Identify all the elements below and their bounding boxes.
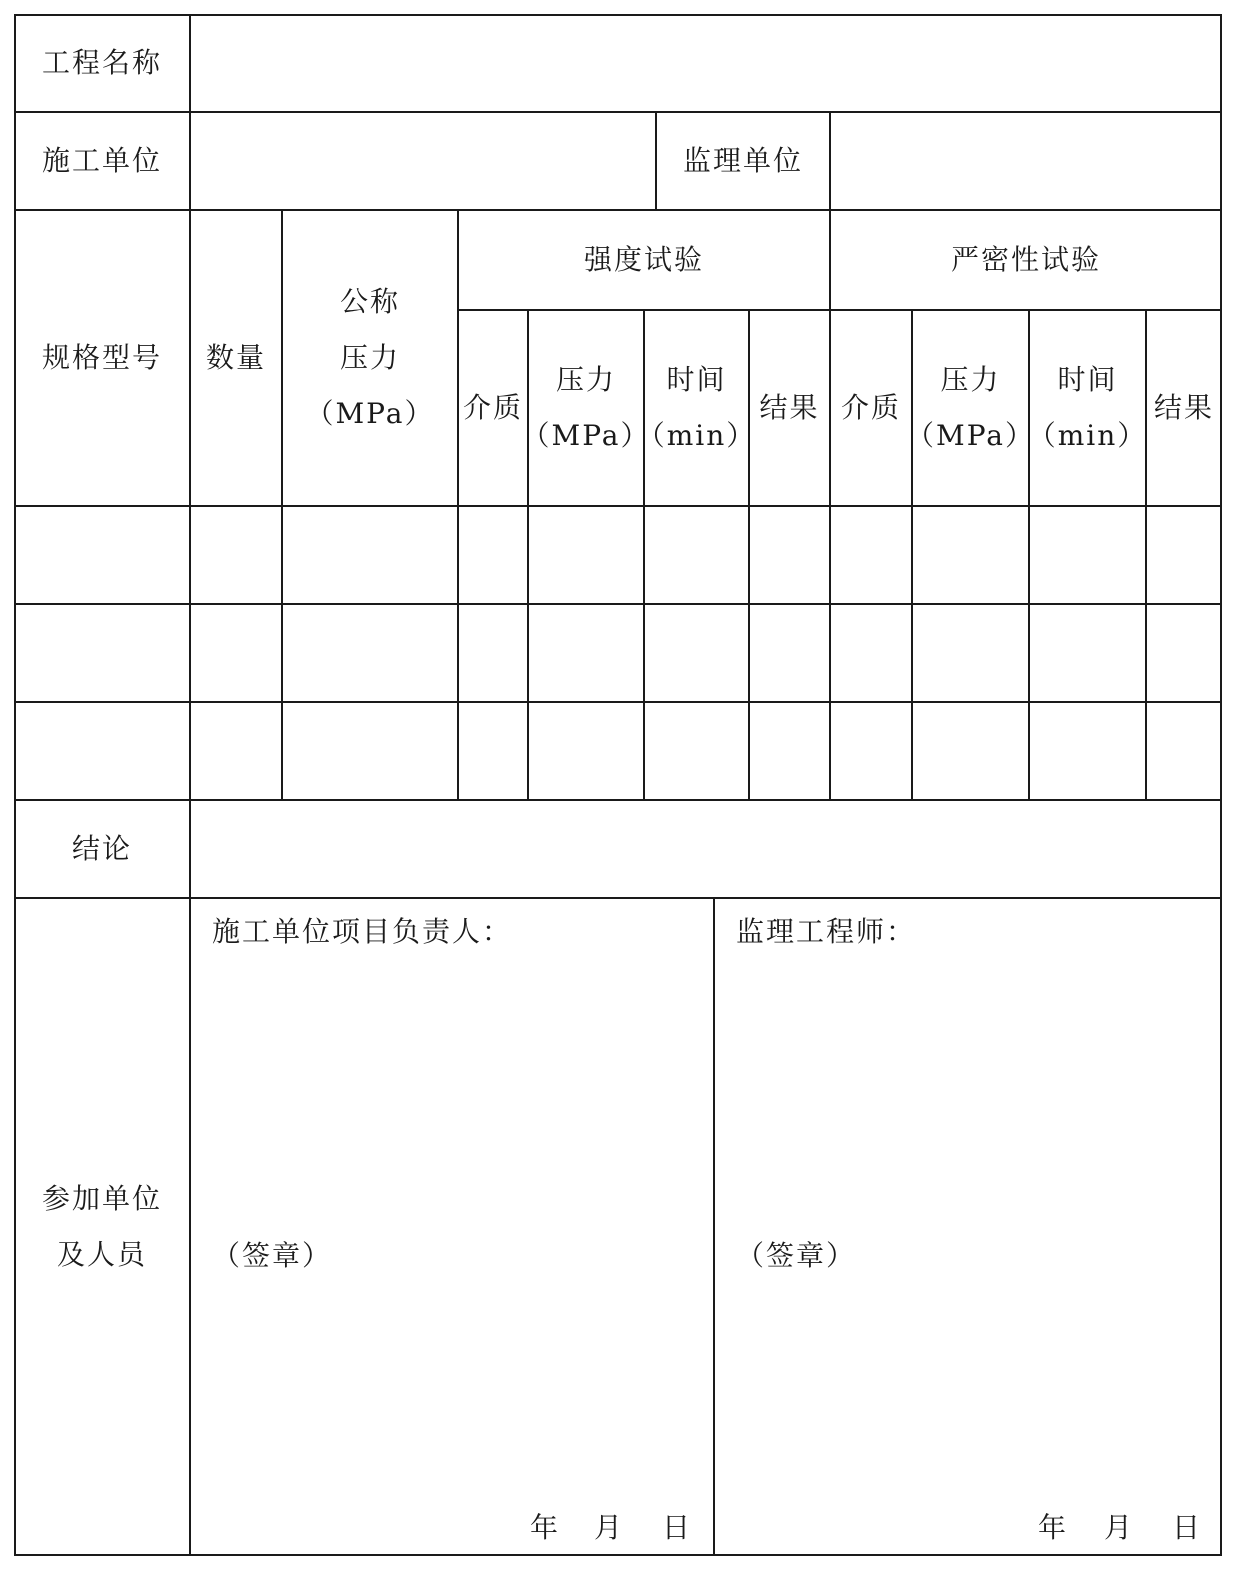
table-cell[interactable] bbox=[749, 604, 830, 702]
tightness-medium-header: 介质 bbox=[840, 391, 901, 424]
table-cell[interactable] bbox=[528, 702, 644, 800]
construction-date-month: 月 bbox=[594, 1511, 625, 1544]
table-cell[interactable] bbox=[644, 702, 749, 800]
table-cell[interactable] bbox=[458, 506, 528, 604]
nominal-pressure-header bbox=[282, 210, 458, 506]
table-cell[interactable] bbox=[1029, 702, 1146, 800]
table-cell[interactable] bbox=[1146, 702, 1222, 800]
supervision-signature-label: （签章） bbox=[736, 1239, 857, 1272]
table-cell[interactable] bbox=[830, 702, 912, 800]
construction-date-year: 年 bbox=[530, 1511, 561, 1544]
table-cell[interactable] bbox=[1146, 506, 1222, 604]
tightness-pressure-label: 压力 bbox=[940, 363, 1001, 396]
project-name-value[interactable] bbox=[190, 14, 1222, 112]
tightness-time-label: 时间 bbox=[1057, 363, 1118, 396]
strength-time-unit: （min） bbox=[636, 419, 757, 452]
project-name-label: 工程名称 bbox=[41, 46, 162, 79]
spec-model-header: 规格型号 bbox=[41, 341, 162, 374]
strength-medium-header: 介质 bbox=[462, 391, 523, 424]
table-cell[interactable] bbox=[749, 506, 830, 604]
table-cell[interactable] bbox=[14, 604, 190, 702]
table-cell[interactable] bbox=[912, 702, 1029, 800]
table-cell[interactable] bbox=[458, 702, 528, 800]
tightness-pressure-header bbox=[906, 310, 1035, 506]
tightness-time-unit: （min） bbox=[1027, 419, 1148, 452]
construction-signature-label: （签章） bbox=[212, 1239, 333, 1272]
table-cell[interactable] bbox=[458, 604, 528, 702]
table-cell[interactable] bbox=[190, 506, 282, 604]
table-cell[interactable] bbox=[830, 604, 912, 702]
table-cell[interactable] bbox=[282, 506, 458, 604]
strength-result-header: 结果 bbox=[759, 391, 820, 424]
tightness-time-header bbox=[1029, 310, 1146, 506]
participants-line1: 参加单位 bbox=[41, 1182, 162, 1215]
table-cell[interactable] bbox=[749, 702, 830, 800]
strength-test-header: 强度试验 bbox=[583, 243, 704, 276]
table-cell[interactable] bbox=[282, 604, 458, 702]
strength-time-header bbox=[636, 310, 757, 506]
nominal-pressure-line1: 公称 bbox=[339, 285, 400, 318]
tightness-result-header: 结果 bbox=[1153, 391, 1214, 424]
construction-date-day: 日 bbox=[662, 1511, 693, 1544]
table-cell[interactable] bbox=[1029, 506, 1146, 604]
participants-line2: 及人员 bbox=[56, 1238, 147, 1271]
strength-pressure-unit: （MPa） bbox=[521, 419, 651, 452]
conclusion-label: 结论 bbox=[71, 832, 132, 865]
table-cell[interactable] bbox=[912, 604, 1029, 702]
strength-pressure-header bbox=[521, 310, 651, 506]
table-cell[interactable] bbox=[912, 506, 1029, 604]
construction-unit-value[interactable] bbox=[190, 112, 656, 210]
table-cell[interactable] bbox=[282, 702, 458, 800]
quantity-header: 数量 bbox=[205, 341, 266, 374]
table-cell[interactable] bbox=[644, 506, 749, 604]
supervision-date-day: 日 bbox=[1172, 1511, 1203, 1544]
supervision-unit-label: 监理单位 bbox=[682, 144, 803, 177]
table-cell[interactable] bbox=[190, 702, 282, 800]
table-cell[interactable] bbox=[14, 702, 190, 800]
table-cell[interactable] bbox=[528, 506, 644, 604]
strength-time-label: 时间 bbox=[666, 363, 727, 396]
strength-pressure-label: 压力 bbox=[555, 363, 616, 396]
tightness-pressure-unit: （MPa） bbox=[906, 419, 1035, 452]
construction-manager-label: 施工单位项目负责人： bbox=[212, 915, 513, 948]
table-cell[interactable] bbox=[190, 604, 282, 702]
pressure-test-record-form bbox=[14, 14, 1222, 1556]
conclusion-value[interactable] bbox=[190, 800, 1222, 898]
supervision-date-year: 年 bbox=[1038, 1511, 1069, 1544]
nominal-pressure-unit: （MPa） bbox=[305, 397, 435, 430]
table-cell[interactable] bbox=[14, 506, 190, 604]
table-cell[interactable] bbox=[644, 604, 749, 702]
supervision-unit-value[interactable] bbox=[830, 112, 1222, 210]
table-cell[interactable] bbox=[528, 604, 644, 702]
construction-unit-label: 施工单位 bbox=[41, 144, 162, 177]
participants-label bbox=[14, 898, 190, 1556]
table-cell[interactable] bbox=[1146, 604, 1222, 702]
supervision-date-month: 月 bbox=[1104, 1511, 1135, 1544]
table-cell[interactable] bbox=[830, 506, 912, 604]
tightness-test-header: 严密性试验 bbox=[950, 243, 1101, 276]
supervision-engineer-label: 监理工程师： bbox=[736, 915, 917, 948]
nominal-pressure-line2: 压力 bbox=[339, 341, 400, 374]
table-cell[interactable] bbox=[1029, 604, 1146, 702]
